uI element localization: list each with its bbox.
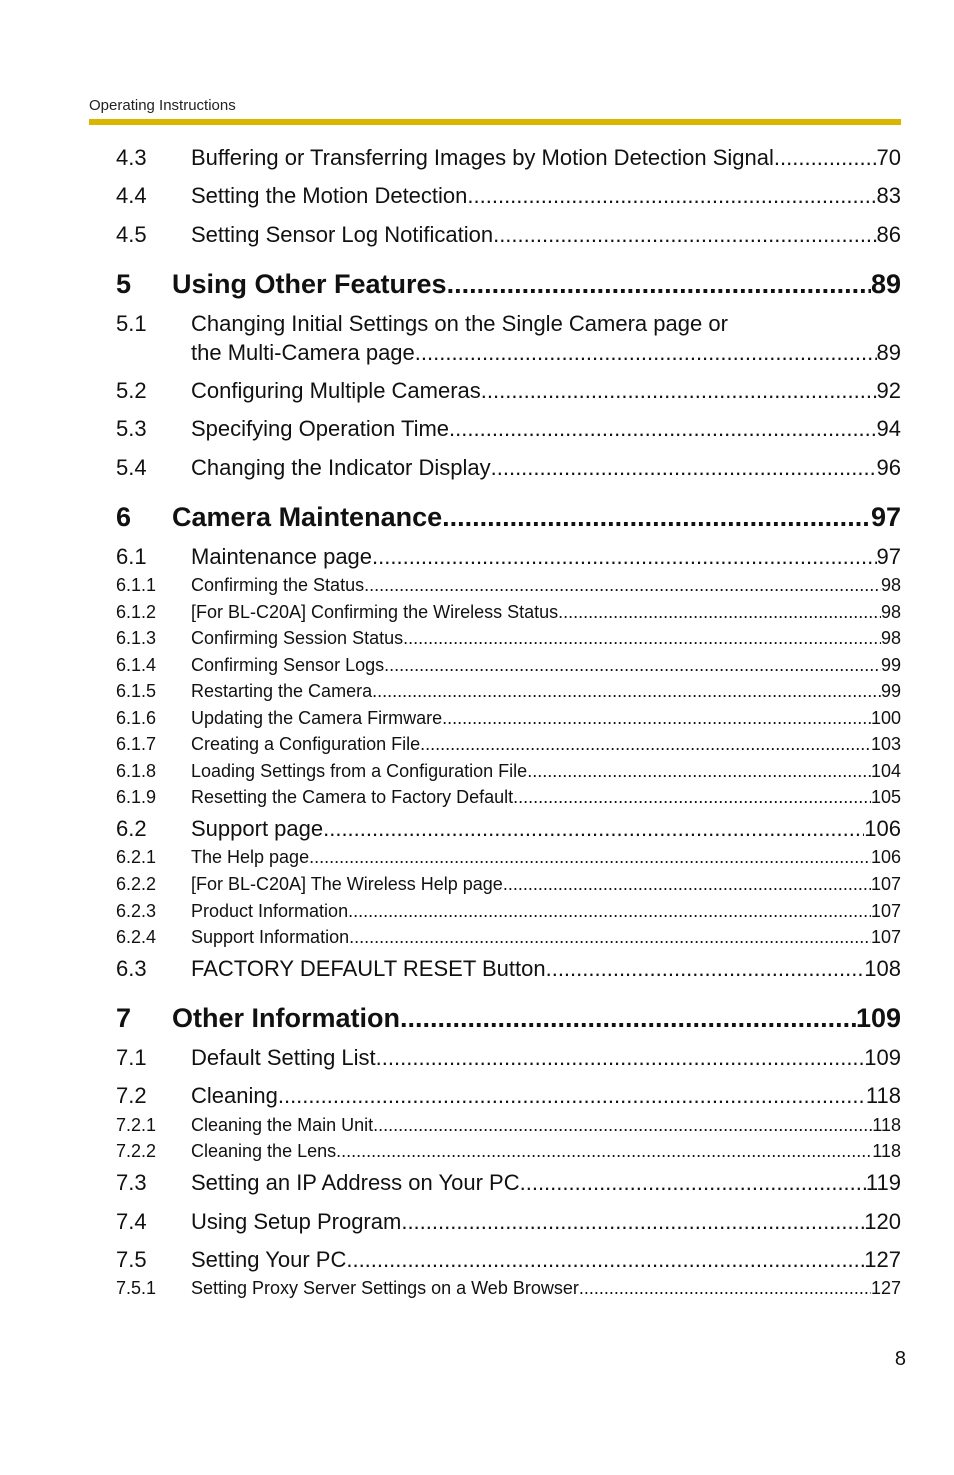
toc-entry-page: 127 [864,1247,901,1272]
toc-entry-number: 6.2.3 [116,901,157,921]
toc-entry-number: 7.5 [116,1247,147,1272]
toc-entry-title: [For BL-C20A] The Wireless Help page [191,874,503,894]
toc-entry-page: 96 [876,455,901,480]
toc-entry-title: Creating a Configuration File [191,734,421,754]
toc-entry-6-1-2[interactable] [116,600,901,624]
dot-leader [520,1168,866,1198]
toc-entry-title: Using Setup Program [191,1209,402,1234]
toc-entry-number: 4.3 [116,145,147,170]
toc-entry-4-5[interactable] [116,220,901,250]
toc-section-5[interactable] [116,267,901,301]
toc-entry-number: 6.1.5 [116,681,157,701]
toc-entry-5-4[interactable] [116,453,901,483]
dot-leader [323,814,864,844]
toc-entry-title: Restarting the Camera [191,681,373,701]
toc-entry-title: Setting Sensor Log Notification [191,222,494,247]
dot-leader [349,925,871,949]
toc-entry-title: The Help page [191,847,310,867]
toc-entry-title: Support Information [191,927,350,947]
toc-entry-number: 7.2 [116,1083,147,1108]
toc-entry-number: 5.4 [116,455,147,480]
dot-leader [503,872,871,896]
toc-entry-title: Confirming Session Status [191,628,404,648]
toc-entry-number: 6.1.1 [116,575,157,595]
toc-entry-title: Configuring Multiple Cameras [191,378,481,403]
toc-entry-title: Cleaning the Main Unit [191,1115,374,1135]
toc-entry-number: 6.2.2 [116,874,157,894]
toc-entry-title: Confirming the Status [191,575,365,595]
toc-entry-number: 7.5.1 [116,1278,157,1298]
toc-section-title: Camera Maintenance [172,502,443,532]
toc-entry-title: Setting Your PC [191,1247,347,1272]
toc-entry-number: 6.1.4 [116,655,157,675]
toc-entry-number: 6.1.6 [116,708,157,728]
toc-entry-title: Resetting the Camera to Factory Default [191,787,514,807]
dot-leader [401,1207,864,1237]
toc-entry-page: 99 [880,681,901,701]
toc-entry-5-1-continued[interactable] [191,338,901,368]
dot-leader [364,573,881,597]
toc-entry-number: 7.3 [116,1170,147,1195]
toc-entry-number: 5.3 [116,416,147,441]
dot-leader [420,732,871,756]
toc-entry-5-1[interactable] [116,309,901,339]
dot-leader [774,143,877,173]
toc-entry-7-2-2[interactable] [116,1139,901,1163]
toc-entry-5-3[interactable] [116,414,901,444]
toc-entry-title-continued: the Multi-Camera page [191,340,415,365]
toc-entry-number: 5.2 [116,378,147,403]
toc-entry-4-3[interactable] [116,143,901,173]
dot-leader [415,338,877,368]
dot-leader [449,414,876,444]
toc-entry-page: 118 [872,1141,901,1161]
toc-entry-7-2-1[interactable] [116,1113,901,1137]
page-number: 8 [894,1348,906,1370]
toc-entry-number: 6.2.1 [116,847,157,867]
toc-entry-page: 103 [870,734,901,754]
toc-entry-7-2[interactable] [116,1081,901,1111]
toc-entry-page: 119 [865,1170,901,1195]
dot-leader [493,220,876,250]
toc-entry-page: 89 [876,340,901,365]
toc-entry-page: 108 [864,956,901,981]
toc-entry-title: Setting the Motion Detection [191,183,468,208]
dot-leader [527,759,871,783]
dot-leader [309,845,871,869]
toc-entry-6-2[interactable] [116,814,901,844]
toc-section-number: 7 [116,1003,132,1033]
toc-entry-6-1-1[interactable] [116,573,901,597]
toc-entry-6-1-3[interactable] [116,626,901,650]
dot-leader [467,181,876,211]
toc-entry-6-2-3[interactable] [116,899,901,923]
toc-entry-page: 107 [870,927,901,947]
toc-section-number: 6 [116,502,132,532]
toc-entry-number: 4.5 [116,222,147,247]
toc-entry-number: 7.1 [116,1045,147,1070]
toc-entry-number: 6.2 [116,816,147,841]
toc-entry-6-2-1[interactable] [116,845,901,869]
toc-entry-title: Changing Initial Settings on the Single Camera page or [191,311,728,336]
toc-entry-title: Specifying Operation Time [191,416,450,441]
toc-entry-page: 98 [880,628,901,648]
dot-leader [546,954,865,984]
toc-entry-page: 118 [865,1083,901,1108]
toc-entry-page: 104 [870,761,901,781]
dot-leader [384,653,881,677]
toc-section-7[interactable] [116,1001,901,1035]
toc-entry-6-1-9[interactable] [116,785,901,809]
dot-leader [278,1081,866,1111]
toc-entry-page: 107 [870,901,901,921]
toc-entry-page: 109 [864,1045,901,1070]
dot-leader [372,542,876,572]
toc-entry-6-1-4[interactable] [116,653,901,677]
toc-entry-5-2[interactable] [116,376,901,406]
toc-entry-page: 127 [870,1278,901,1298]
toc-section-title: Using Other Features [172,269,447,299]
toc-entry-title: Default Setting List [191,1045,376,1070]
toc-entry-6-2-4[interactable] [116,925,901,949]
dot-leader [442,500,871,534]
toc-entry-title: Updating the Camera Firmware [191,708,443,728]
toc-entry-number: 6.1.9 [116,787,157,807]
toc-entry-title: [For BL-C20A] Confirming the Wireless Status [191,602,559,622]
toc-entry-number: 7.2.1 [116,1115,157,1135]
toc-entry-number: 6.3 [116,956,147,981]
toc-entry-number: 6.1 [116,544,147,569]
toc-entry-number: 6.2.4 [116,927,157,947]
toc-entry-page: 106 [864,816,901,841]
toc-entry-number: 4.4 [116,183,147,208]
toc-entry-page: 97 [876,544,901,569]
toc-entry-number: 6.1.3 [116,628,157,648]
dot-leader [373,1113,872,1137]
toc-entry-title: Confirming Sensor Logs [191,655,385,675]
toc-entry-number: 7.2.2 [116,1141,157,1161]
toc-section-page: 89 [870,269,901,299]
dot-leader [558,600,881,624]
dot-leader [346,1245,864,1275]
toc-entry-page: 100 [870,708,901,728]
dot-leader [481,376,877,406]
toc-entry-number: 5.1 [116,311,147,336]
toc-entry-7-5-1[interactable] [116,1276,901,1300]
toc-entry-6-3[interactable] [116,954,901,984]
toc-entry-6-2-2[interactable] [116,872,901,896]
toc-entry-page: 105 [870,787,901,807]
toc-entry-number: 6.1.7 [116,734,157,754]
toc-entry-title: Support page [191,816,324,841]
toc-entry-number: 7.4 [116,1209,147,1234]
header-rule [89,119,901,125]
toc-entry-page: 94 [876,416,901,441]
toc-entry-title: Cleaning [191,1083,278,1108]
toc-entry-page: 120 [864,1209,901,1234]
toc-entry-page: 83 [876,183,901,208]
toc-entry-4-4[interactable] [116,181,901,211]
dot-leader [491,453,877,483]
toc-entry-6-1[interactable] [116,542,901,572]
toc-section-page: 109 [855,1003,901,1033]
dot-leader [372,679,881,703]
dot-leader [400,1001,856,1035]
toc-entry-title: Changing the Indicator Display [191,455,491,480]
dot-leader [376,1043,865,1073]
toc-entry-6-1-7[interactable] [116,732,901,756]
toc-entry-number: 6.1.2 [116,602,157,622]
dot-leader [336,1139,872,1163]
toc-entry-6-1-5[interactable] [116,679,901,703]
toc-section-number: 5 [116,269,132,299]
toc-entry-title: Setting Proxy Server Settings on a Web Browser [191,1278,579,1298]
dot-leader [513,785,871,809]
document-header-title: Operating Instructions [89,97,236,114]
toc-entry-7-1[interactable] [116,1043,901,1073]
dot-leader [447,267,871,301]
toc-entry-7-3[interactable] [116,1168,901,1198]
toc-entry-page: 99 [880,655,901,675]
toc-entry-page: 86 [876,222,901,247]
toc-entry-page: 98 [880,602,901,622]
toc-entry-title: Product Information [191,901,349,921]
toc-section-title: Other Information [172,1003,400,1033]
toc-entry-title: Loading Settings from a Configuration File [191,761,528,781]
toc-entry-page: 98 [880,575,901,595]
toc-entry-7-4[interactable] [116,1207,901,1237]
toc-entry-number: 6.1.8 [116,761,157,781]
toc-entry-page: 70 [876,145,901,170]
toc-entry-page: 118 [872,1115,901,1135]
toc-entry-title: Cleaning the Lens [191,1141,337,1161]
toc-entry-title: FACTORY DEFAULT RESET Button [191,956,546,981]
dot-leader [579,1276,871,1300]
toc-section-page: 97 [870,502,901,532]
toc-entry-6-1-6[interactable] [116,706,901,730]
toc-entry-title: Buffering or Transferring Images by Motion Detection Signal [191,145,774,170]
dot-leader [403,626,881,650]
toc-entry-page: 106 [870,847,901,867]
toc-section-6[interactable] [116,500,901,534]
dot-leader [348,899,871,923]
toc-entry-title: Maintenance page [191,544,373,569]
dot-leader [442,706,871,730]
toc-entry-6-1-8[interactable] [116,759,901,783]
toc-entry-title: Setting an IP Address on Your PC [191,1170,520,1195]
toc-entry-7-5[interactable] [116,1245,901,1275]
toc-entry-page: 107 [870,874,901,894]
toc-entry-page: 92 [876,378,901,403]
